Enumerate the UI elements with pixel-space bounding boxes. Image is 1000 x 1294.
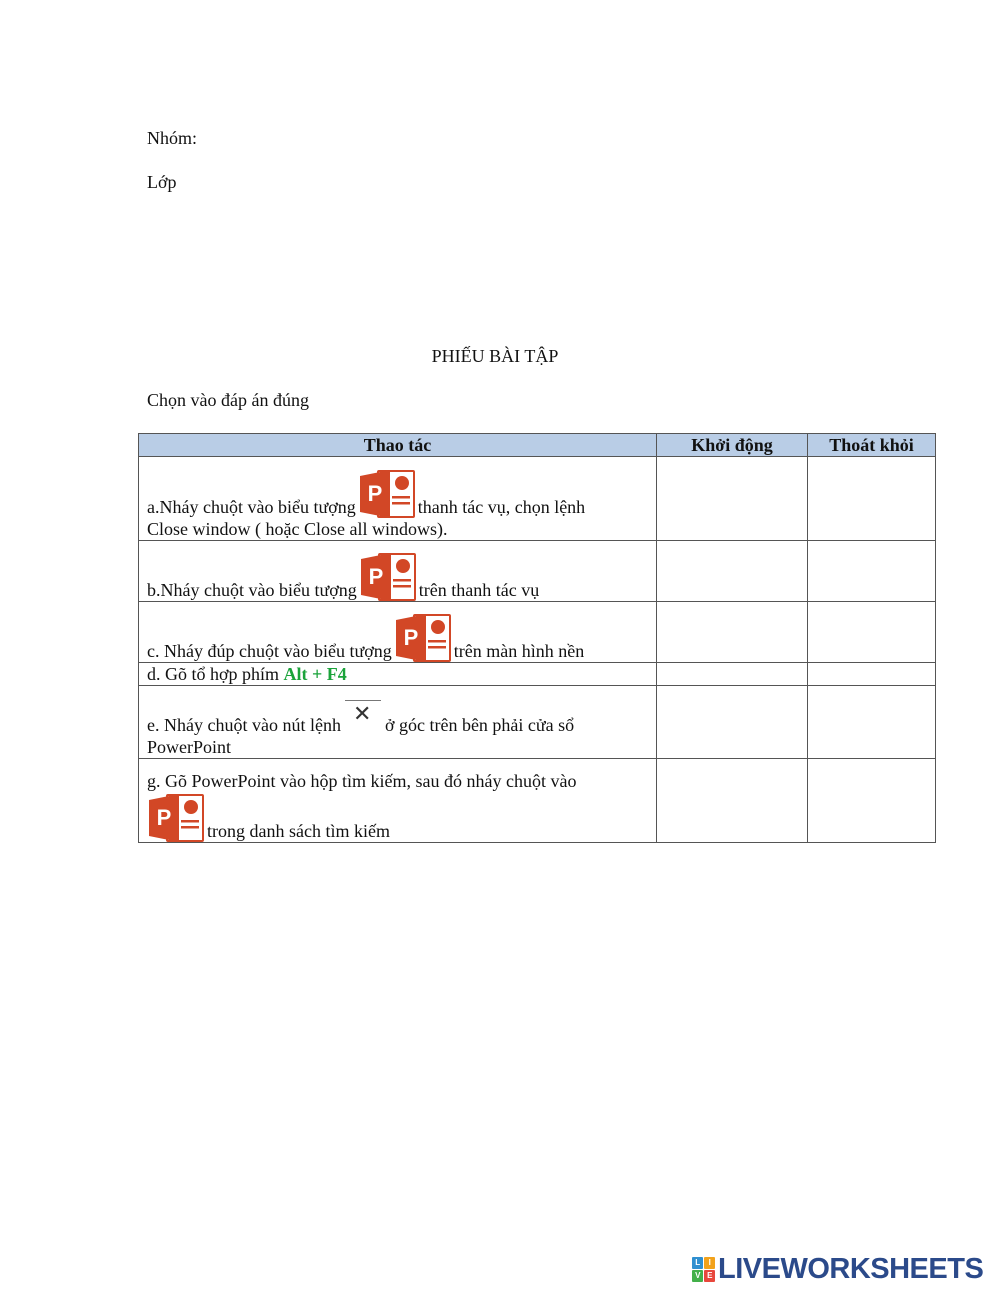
- row-g-line1: g. Gõ PowerPoint vào hộp tìm kiếm, sau đó nháy chuột vào: [147, 771, 577, 791]
- row-e-text: [139, 686, 657, 759]
- row-c-text: [139, 602, 657, 663]
- powerpoint-icon: [147, 792, 205, 844]
- row-g-post: trong danh sách tìm kiếm: [207, 821, 390, 841]
- table-row: [139, 686, 936, 759]
- row-d-text: [139, 663, 657, 686]
- powerpoint-icon: [359, 551, 417, 603]
- liveworksheets-brand[interactable]: [692, 1254, 983, 1284]
- col-header-action: Thao tác: [139, 434, 657, 457]
- row-g-start-answer[interactable]: [657, 759, 808, 843]
- row-c-pre: c. Nháy đúp chuột vào biểu tượng: [147, 641, 392, 661]
- table-row: [139, 663, 936, 686]
- exercise-table: [138, 433, 936, 843]
- powerpoint-icon: [358, 468, 416, 520]
- svg-text:P: P: [367, 481, 383, 506]
- row-a-exit-answer[interactable]: [808, 457, 936, 541]
- shortcut-key-text: Alt + F4: [283, 664, 347, 684]
- group-label: Nhóm:: [147, 128, 198, 148]
- row-b-start-answer[interactable]: [657, 541, 808, 602]
- brand-name: LIVEWORKSHEETS: [718, 1252, 984, 1285]
- table-row: [139, 541, 936, 602]
- row-b-text: [139, 541, 657, 602]
- svg-text:P: P: [368, 564, 384, 589]
- logo-letter: L: [692, 1257, 703, 1269]
- close-x-icon: ✕: [345, 698, 381, 736]
- liveworksheets-logo-icon: [692, 1257, 715, 1282]
- row-d-start-answer[interactable]: [657, 663, 808, 686]
- col-header-exit: Thoát khỏi: [808, 434, 936, 457]
- row-e-post: ở góc trên bên phải cửa sổ: [384, 715, 575, 735]
- row-b-pre: b.Nháy chuột vào biểu tượng: [147, 580, 357, 600]
- table-header-row: [139, 434, 936, 457]
- table-row: [139, 602, 936, 663]
- row-a-line2: Close window ( hoặc Close all windows).: [147, 519, 448, 539]
- logo-letter: I: [704, 1257, 715, 1269]
- row-a-pre: a.Nháy chuột vào biểu tượng: [147, 497, 356, 517]
- row-b-exit-answer[interactable]: [808, 541, 936, 602]
- row-g-exit-answer[interactable]: [808, 759, 936, 843]
- row-a-text: [139, 457, 657, 541]
- table-row: [139, 759, 936, 843]
- col-header-start: Khởi động: [657, 434, 808, 457]
- row-d-exit-answer[interactable]: [808, 663, 936, 686]
- row-g-text: [139, 759, 657, 843]
- row-e-pre: e. Nháy chuột vào nút lệnh: [147, 715, 341, 735]
- row-e-line2: PowerPoint: [147, 737, 232, 757]
- class-label: Lớp: [147, 172, 177, 192]
- table-row: [139, 457, 936, 541]
- row-b-post: trên thanh tác vụ: [418, 580, 540, 600]
- page-title: PHIẾU BÀI TẬP: [431, 346, 559, 366]
- row-d-pre: d. Gõ tổ hợp phím: [147, 664, 280, 684]
- logo-letter: E: [704, 1270, 715, 1282]
- row-c-exit-answer[interactable]: [808, 602, 936, 663]
- powerpoint-icon: [394, 612, 452, 664]
- instruction-text: Chọn vào đáp án đúng: [147, 390, 309, 410]
- row-a-post: thanh tác vụ, chọn lệnh: [417, 497, 586, 517]
- svg-text:P: P: [156, 805, 172, 830]
- row-e-start-answer[interactable]: [657, 686, 808, 759]
- row-c-start-answer[interactable]: [657, 602, 808, 663]
- row-c-post: trên màn hình nền: [453, 641, 585, 661]
- svg-text:P: P: [403, 625, 419, 650]
- row-a-start-answer[interactable]: [657, 457, 808, 541]
- logo-letter: V: [692, 1270, 703, 1282]
- row-e-exit-answer[interactable]: [808, 686, 936, 759]
